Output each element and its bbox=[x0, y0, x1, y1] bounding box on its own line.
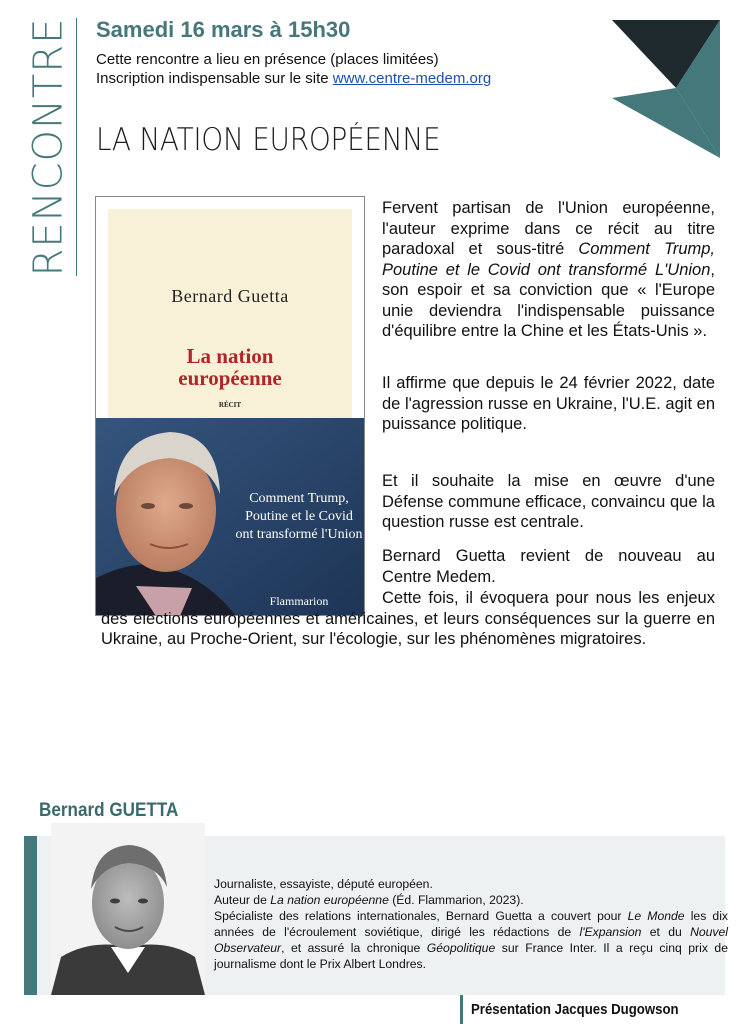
bio-line-3-b: les dix années de l'écroulement soviétique, dirigé les rédactions de bbox=[214, 909, 729, 939]
description-p1-text-a: Fervent partisan de l'Union européenne, l'auteur exprime dans ce récit au titre paradoxal et sous-titré bbox=[382, 199, 715, 258]
bio-line-2 bbox=[214, 892, 728, 908]
description-paragraph-4: Bernard Guetta revient de nouveau au Centre Medem. bbox=[382, 547, 715, 586]
side-divider bbox=[76, 18, 77, 276]
bio-nouvel-observateur: Nouvel Observateur bbox=[214, 925, 728, 955]
bio-name: Bernard GUETTA bbox=[39, 800, 179, 821]
book-cover bbox=[95, 196, 365, 616]
bio-geopolitique: Géopolitique bbox=[426, 941, 496, 955]
description-p1-text-b: , son espoir et sa conviction que « l'Europe unie deviendra l'indispensable puissance d'équilibre entre la Chine et les États-Unis ». bbox=[382, 260, 715, 340]
bio-line-1: Journaliste, essayiste, député européen. bbox=[214, 877, 433, 891]
book-title-line-2: européenne bbox=[178, 366, 282, 390]
book-tagline-line-1: Comment Trump, bbox=[249, 491, 349, 506]
bio-line-3-c: et du bbox=[641, 925, 691, 939]
side-label-rencontre: RENCONTRE bbox=[25, 17, 72, 277]
registration-text: Inscription indispensable sur le site bbox=[96, 70, 333, 87]
corner-triangles-decoration bbox=[612, 20, 720, 158]
description-paragraph-1 bbox=[382, 198, 715, 342]
bio-line-3 bbox=[214, 908, 728, 972]
event-info-presence: Cette rencontre a lieu en présence (places limitées) bbox=[96, 51, 439, 68]
website-link[interactable]: www.centre-medem.org bbox=[332, 70, 492, 87]
bio-line-2-b: (Éd. Flammarion, 2023). bbox=[388, 893, 524, 907]
event-info-registration bbox=[96, 70, 491, 88]
book-publisher: Flammarion bbox=[269, 594, 329, 608]
description-paragraph-5: Cette fois, il évoquera pour nous les enjeux des élections européennes et américaines, et leurs conséquences sur la guerre en Ukraine, au Proche-Orient, sur l'écologie, sur les phénomènes migratoires. bbox=[101, 589, 715, 648]
bio-expansion: l'Expansion bbox=[579, 925, 642, 939]
bio-le-monde: Le Monde bbox=[627, 909, 685, 923]
presenter-credit: Présentation Jacques Dugowson bbox=[460, 995, 715, 1024]
bio-portrait-illustration bbox=[51, 823, 205, 995]
book-title bbox=[108, 345, 352, 389]
book-author: Bernard Guetta bbox=[171, 286, 289, 306]
description-paragraph-2: Il affirme que depuis le 24 février 2022, date de l'agression russe en Ukraine, l'U.E. agit en puissance politique. bbox=[382, 374, 715, 433]
bio-line-2-a: Auteur de bbox=[214, 893, 271, 907]
book-tagline-line-2: Poutine et le Covid bbox=[245, 509, 353, 524]
event-date: Samedi 16 mars à 15h30 bbox=[96, 17, 351, 42]
bio-book-title: La nation européenne bbox=[270, 893, 389, 907]
book-cover-photo-band bbox=[96, 418, 364, 616]
book-cover-panel bbox=[108, 209, 352, 418]
book-cover-top bbox=[96, 197, 364, 418]
bio-line-3-d: , et assuré la chronique bbox=[281, 941, 427, 955]
bio-portrait-photo bbox=[51, 823, 205, 995]
book-tagline bbox=[224, 490, 364, 544]
description-p1-subtitle: Comment Trump, Poutine et le Covid ont transformé L'Union bbox=[382, 240, 715, 279]
event-title: LA NATION EUROPÉENNE bbox=[96, 122, 441, 158]
bio-line-3-e: sur France Inter. Il a reçu cinq prix de journalisme dont le Prix Albert Londres. bbox=[214, 941, 728, 971]
book-title-line-1: La nation bbox=[186, 344, 274, 368]
description-paragraph-3: Et il souhaite la mise en œuvre d'une Défense commune efficace, convaincu que la question russe est centrale. bbox=[382, 472, 715, 531]
book-tagline-line-3: ont transformé l'Union bbox=[235, 527, 363, 542]
bio-line-3-a: Spécialiste des relations internationales, Bernard Guetta a couvert pour bbox=[214, 909, 628, 923]
bio-box bbox=[24, 836, 729, 995]
book-genre: RÉCIT bbox=[218, 401, 242, 409]
bio-text bbox=[214, 876, 728, 972]
